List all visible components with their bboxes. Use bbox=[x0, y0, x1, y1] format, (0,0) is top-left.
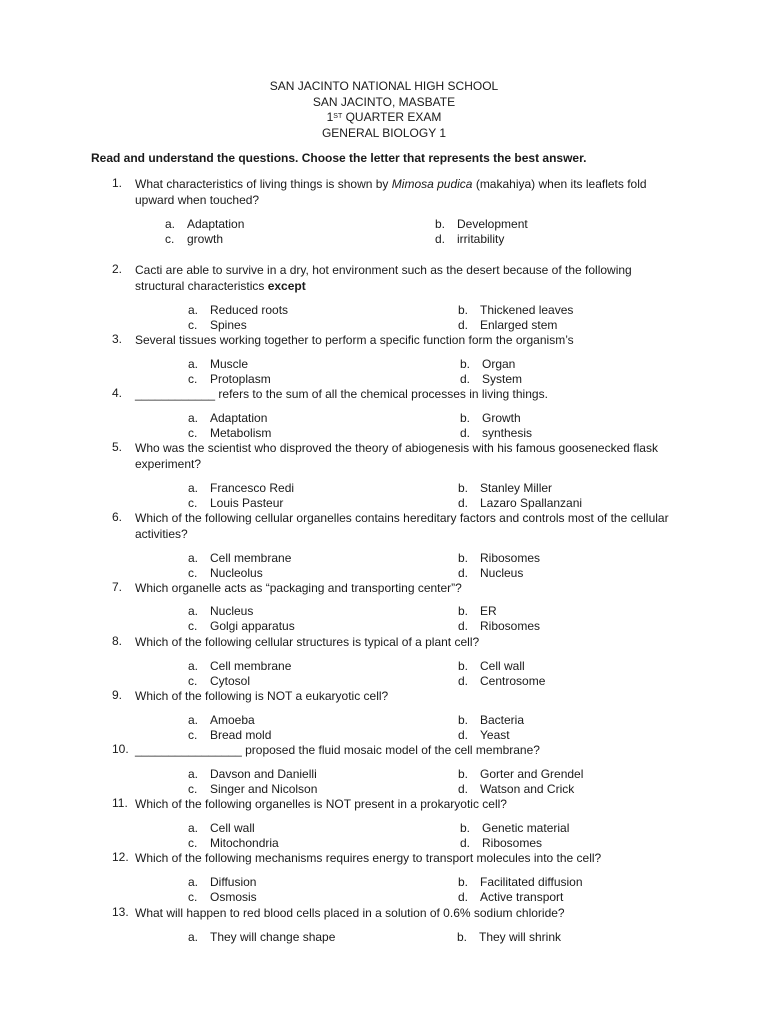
option-text: Adaptation bbox=[187, 217, 245, 231]
option-letter: a. bbox=[188, 604, 199, 618]
option-text: Metabolism bbox=[210, 426, 272, 440]
option-letter: d. bbox=[458, 890, 469, 904]
exam-title-rest: QUARTER EXAM bbox=[342, 110, 442, 124]
option-letter: b. bbox=[458, 659, 469, 673]
option-letter: c. bbox=[188, 496, 198, 510]
option-text: Protoplasm bbox=[210, 372, 271, 386]
option-text: Cell membrane bbox=[210, 551, 292, 565]
option-text: Lazaro Spallanzani bbox=[480, 496, 583, 510]
option-letter: a. bbox=[188, 659, 199, 673]
option-text: Golgi apparatus bbox=[210, 619, 295, 633]
option-letter: d. bbox=[458, 619, 469, 633]
option-letter: d. bbox=[458, 674, 469, 688]
question-number: 11. bbox=[112, 796, 128, 810]
species-name: Mimosa pudica bbox=[391, 177, 473, 191]
option-letter: a. bbox=[188, 551, 199, 565]
option-letter: d. bbox=[460, 372, 471, 386]
option-text: Reduced roots bbox=[210, 303, 289, 317]
question-text-part: Cacti are able to survive in a dry, hot environment such as the desert because of the following structural characteristics bbox=[135, 263, 632, 293]
option-text: They will change shape bbox=[210, 930, 336, 944]
option-letter: c. bbox=[188, 674, 198, 688]
option-text: growth bbox=[187, 232, 224, 246]
option-text: Development bbox=[457, 217, 528, 231]
question-text-part: What characteristics of living things is shown by bbox=[135, 177, 392, 191]
question-number: 3. bbox=[112, 332, 123, 346]
option-text: Thickened leaves bbox=[480, 303, 574, 317]
exam-title-number: 1 bbox=[326, 110, 334, 124]
option-letter: c. bbox=[165, 232, 175, 246]
option-letter: b. bbox=[435, 217, 446, 231]
option-text: synthesis bbox=[482, 426, 533, 440]
option-text: Mitochondria bbox=[210, 836, 279, 850]
option-letter: c. bbox=[188, 426, 198, 440]
option-letter: a. bbox=[188, 930, 199, 944]
option-text: Nucleus bbox=[480, 566, 524, 580]
option-text: Muscle bbox=[210, 357, 249, 371]
option-letter: d. bbox=[458, 318, 469, 332]
option-text: They will shrink bbox=[479, 930, 562, 944]
question-text: Several tissues working together to perform a specific function form the organism’s bbox=[135, 333, 574, 347]
question-text: Which of the following organelles is NOT present in a prokaryotic cell? bbox=[135, 797, 507, 811]
emphasis-word: except bbox=[267, 279, 306, 293]
option-text: Cell membrane bbox=[210, 659, 292, 673]
school-name: SAN JACINTO NATIONAL HIGH SCHOOL bbox=[269, 79, 499, 93]
question-text bbox=[135, 262, 675, 294]
option-text: Cell wall bbox=[480, 659, 525, 673]
option-text: Gorter and Grendel bbox=[480, 767, 584, 781]
question-text: Which of the following cellular organelles contains hereditary factors and controls most of the cellular activities? bbox=[135, 511, 669, 541]
question-text bbox=[135, 176, 675, 208]
option-letter: c. bbox=[188, 566, 198, 580]
option-text: Francesco Redi bbox=[210, 481, 295, 495]
question-number: 10. bbox=[112, 742, 129, 756]
question-text: Which of the following mechanisms requires energy to transport molecules into the cell? bbox=[135, 851, 602, 865]
option-letter: b. bbox=[458, 481, 469, 495]
option-text: Spines bbox=[210, 318, 247, 332]
option-text: Active transport bbox=[480, 890, 564, 904]
instructions: Read and understand the questions. Choose the letter that represents the best answer. bbox=[91, 151, 587, 165]
option-letter: b. bbox=[458, 551, 469, 565]
option-text: Ribosomes bbox=[480, 619, 541, 633]
question-text: ________________ proposed the fluid mosaic model of the cell membrane? bbox=[135, 743, 540, 757]
option-text: Organ bbox=[482, 357, 516, 371]
exam-title-superscript: ST bbox=[333, 113, 343, 120]
option-letter: d. bbox=[458, 566, 469, 580]
option-letter: b. bbox=[458, 875, 469, 889]
option-text: Stanley Miller bbox=[480, 481, 553, 495]
option-text: Osmosis bbox=[210, 890, 257, 904]
option-letter: a. bbox=[188, 713, 199, 727]
option-letter: c. bbox=[188, 619, 198, 633]
option-text: Facilitated diffusion bbox=[480, 875, 583, 889]
option-text: Ribosomes bbox=[480, 551, 541, 565]
question-text: Which of the following is NOT a eukaryotic cell? bbox=[135, 689, 389, 703]
option-letter: b. bbox=[460, 821, 471, 835]
option-letter: c. bbox=[188, 782, 198, 796]
option-letter: a. bbox=[188, 821, 199, 835]
option-letter: d. bbox=[458, 782, 469, 796]
option-text: Ribosomes bbox=[482, 836, 543, 850]
option-text: Yeast bbox=[480, 728, 510, 742]
option-text: Watson and Crick bbox=[480, 782, 575, 796]
option-text: Davson and Danielli bbox=[210, 767, 317, 781]
option-letter: a. bbox=[165, 217, 176, 231]
question-number: 2. bbox=[112, 262, 123, 276]
option-letter: a. bbox=[188, 411, 199, 425]
question-number: 7. bbox=[112, 580, 123, 594]
question-number: 1. bbox=[112, 176, 123, 190]
option-text: Cell wall bbox=[210, 821, 255, 835]
option-text: Nucleolus bbox=[210, 566, 263, 580]
option-text: irritability bbox=[457, 232, 505, 246]
option-text: Cytosol bbox=[210, 674, 251, 688]
option-text: ER bbox=[480, 604, 497, 618]
option-text: Amoeba bbox=[210, 713, 255, 727]
option-letter: d. bbox=[460, 836, 471, 850]
option-text: Singer and Nicolson bbox=[210, 782, 318, 796]
exam-title bbox=[0, 110, 768, 126]
question-number: 13. bbox=[112, 905, 129, 919]
option-letter: b. bbox=[458, 303, 469, 317]
option-letter: b. bbox=[458, 713, 469, 727]
question-text: Who was the scientist who disproved the theory of abiogenesis with his famous goosenecked flask experiment? bbox=[135, 441, 658, 471]
option-letter: a. bbox=[188, 481, 199, 495]
question-text: Which of the following cellular structures is typical of a plant cell? bbox=[135, 635, 480, 649]
option-letter: a. bbox=[188, 875, 199, 889]
option-letter: d. bbox=[435, 232, 446, 246]
option-text: Growth bbox=[482, 411, 521, 425]
option-letter: a. bbox=[188, 357, 199, 371]
option-letter: b. bbox=[460, 357, 471, 371]
option-text: Louis Pasteur bbox=[210, 496, 284, 510]
question-text: ____________ refers to the sum of all the chemical processes in living things. bbox=[135, 387, 548, 401]
option-text: Diffusion bbox=[210, 875, 257, 889]
question-text-part: (makahiya) when its leaflets fold upward when touched? bbox=[135, 177, 647, 207]
option-letter: a. bbox=[188, 303, 199, 317]
question-text: What will happen to red blood cells placed in a solution of 0.6% sodium chloride? bbox=[135, 906, 565, 920]
option-text: Bread mold bbox=[210, 728, 272, 742]
option-letter: b. bbox=[458, 767, 469, 781]
option-text: Nucleus bbox=[210, 604, 254, 618]
question-number: 4. bbox=[112, 386, 123, 400]
option-letter: d. bbox=[458, 728, 469, 742]
question-number: 5. bbox=[112, 440, 123, 454]
option-letter: c. bbox=[188, 372, 198, 386]
option-text: Adaptation bbox=[210, 411, 268, 425]
question-number: 9. bbox=[112, 688, 123, 702]
option-text: Enlarged stem bbox=[480, 318, 558, 332]
question-text: Which organelle acts as “packaging and transporting center”? bbox=[135, 581, 462, 595]
option-letter: d. bbox=[458, 496, 469, 510]
option-text: Genetic material bbox=[482, 821, 570, 835]
question-number: 12. bbox=[112, 850, 129, 864]
option-text: System bbox=[482, 372, 523, 386]
exam-header bbox=[0, 79, 768, 141]
question-number: 8. bbox=[112, 634, 123, 648]
option-letter: b. bbox=[460, 411, 471, 425]
option-letter: d. bbox=[460, 426, 471, 440]
school-location: SAN JACINTO, MASBATE bbox=[312, 94, 456, 109]
option-letter: c. bbox=[188, 728, 198, 742]
subject-title: GENERAL BIOLOGY 1 bbox=[321, 125, 447, 140]
option-letter: b. bbox=[458, 604, 469, 618]
option-letter: c. bbox=[188, 836, 198, 850]
option-letter: b. bbox=[457, 930, 468, 944]
option-text: Centrosome bbox=[480, 674, 546, 688]
option-text: Bacteria bbox=[480, 713, 525, 727]
option-letter: c. bbox=[188, 890, 198, 904]
question-number: 6. bbox=[112, 510, 123, 524]
option-letter: a. bbox=[188, 767, 199, 781]
option-letter: c. bbox=[188, 318, 198, 332]
